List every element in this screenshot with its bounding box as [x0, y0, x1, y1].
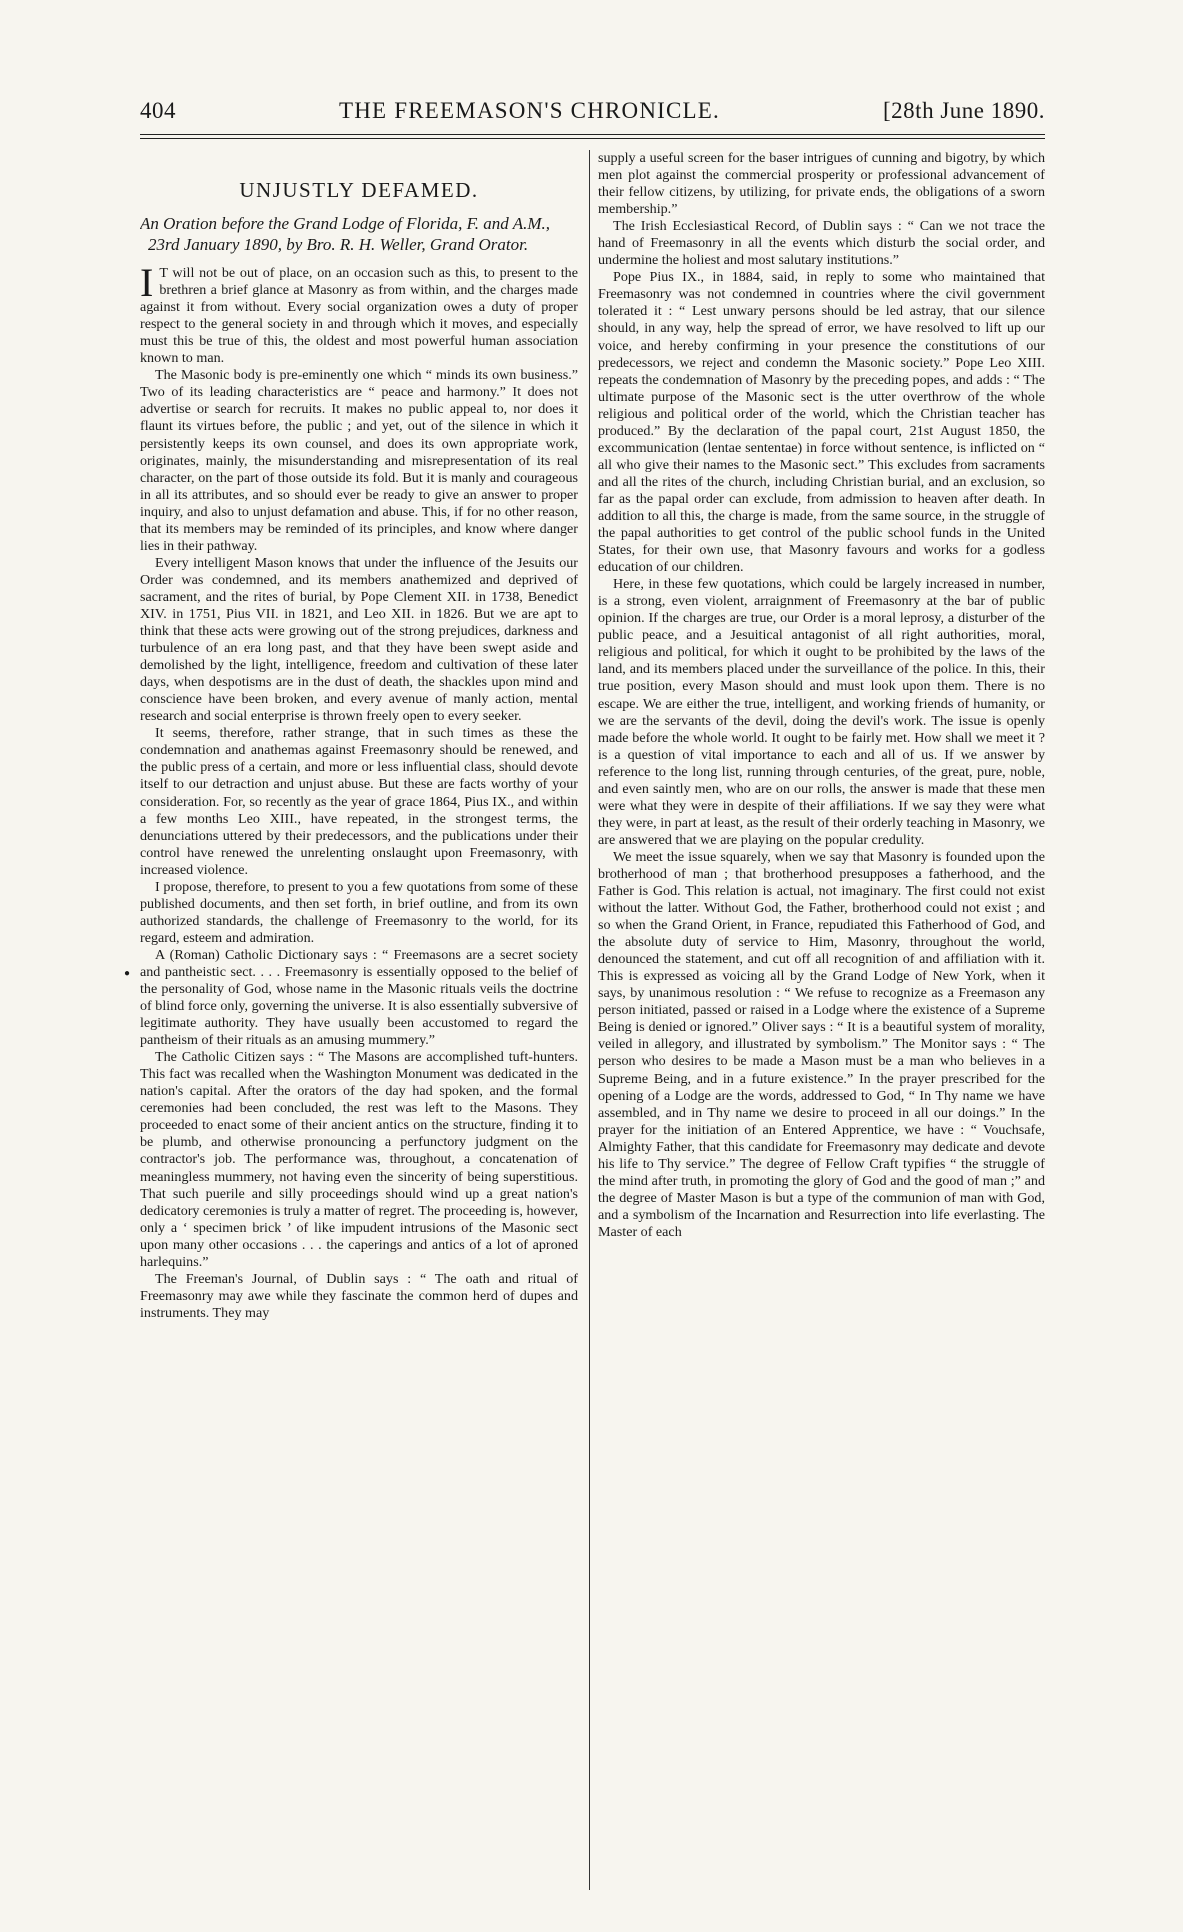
issue-date: [28th June 1890.: [883, 98, 1045, 123]
paragraph: [140, 260, 578, 367]
right-column: [598, 150, 1045, 1890]
paragraph: The Catholic Citizen says : “ The Masons are accomplished tuft-hunters. This fact was recalled when the Washington Monument was dedicated in the nation's capital. After the orators of the day had spoken, and the formal ceremonies had been concluded, the rest was left to the Masons. They proceeded to enact some of their ancient antics on the structure, finding it to be plumb, and otherwise pronouncing a perfunctory judgment on the contractor's job. The performance was, throughout, a concatenation of meaningless mummery, not having even the sincerity of being superstitious. That such puerile and silly proceedings should wind up a great nation's dedicatory ceremonies is truly a matter of regret. The proceeding is, however, only a ‘ specimen brick ’ of like impudent intrusions of the Masonic sect upon many other occasions . . . the caperings and antics of a lot of aproned harlequins.”: [140, 1049, 578, 1270]
paragraph: Pope Pius IX., in 1884, said, in reply to some who maintained that Freemasonry was not condemned in countries where the civil government tolerated it : “ Lest unwary persons should be led astray, that our silence should, in any way, help the spread of error, we have resolved to lift up our voice, and hereby confirming in your presence the constitutions of our predecessors, we reject and condemn the Masonic society.” Pope Leo XIII. repeats the condemnation of Masonry by the preceding popes, and adds : “ The ultimate purpose of the Masonic sect is the utter overthrow of the whole religious and political order of the world, which the Christian teacher has produced.” By the declaration of the papal court, 21st August 1850, the excommunication (lentae sententae) in force without sentence, is inflicted on “ all who give their names to the Masonic sect.” This excludes from sacraments and all the rites of the church, including Christian burial, and an exclusion, so far as the papal order can exclude, from admission to heaven after death. In addition to all this, the charge is made, from the same source, in the struggle of the papal authorities to get control of the public school funds in the United States, for their own use, that Masonry favours and works for a godless education of our children.: [598, 269, 1045, 576]
paragraph: Every intelligent Mason knows that under the influence of the Jesuits our Order was condemned, and its members anathemized and deprived of sacrament, and the rites of burial, by Pope Clement XII. in 1738, Benedict XIV. in 1751, Pius VII. in 1821, and Leo XII. in 1826. But we are apt to think that these acts were growing out of the strong prejudices, darkness and turbulence of an era long past, and that they have been swept aside and demolished by the light, intelligence, freedom and cultivation of these later days, when despotisms are in the dust of death, the shackles upon mind and conscience have been broken, and every avenue of manly action, mental research and social enterprise is thrown freely open to every seeker.: [140, 554, 578, 725]
paragraph: Here, in these few quotations, which could be largely increased in number, is a strong, even violent, arraignment of Freemasonry at the bar of public opinion. If the charges are true, our Order is a moral leprosy, a disturber of the public peace, and a Jesuitical antagonist of all right authorities, moral, religious and political, for which it ought to be prohibited by the laws of the land, and its members placed under the surveillance of the police. In this, their true position, every Mason should and must look upon them. There is no escape. We are either the true, intelligent, and working friends of humanity, or we are the servants of the devil, doing the devil's work. The issue is openly made before the whole world. It ought to be fairly met. How shall we meet it ? is a question of vital importance to each and all of us. If we answer by reference to the long list, running through centuries, of the great, pure, noble, and even saintly men, who are on our rolls, the answer is made that these men were what they were in despite of their affiliations. If we say they were what they were, in part at least, as the result of their orderly teaching in Masonry, we are answered that we are playing on the popular credulity.: [598, 576, 1045, 848]
article-title: UNJUSTLY DEFAMED.: [239, 178, 479, 202]
header-rule: [140, 134, 1045, 135]
paragraph: The Freeman's Journal, of Dublin says : “ The oath and ritual of Freemasonry may awe while they fascinate the common herd of dupes and instruments. They may: [140, 1270, 578, 1321]
left-column: [140, 150, 578, 1890]
paragraph: The Irish Ecclesiastical Record, of Dublin says : “ Can we not trace the hand of Freemasonry in all the events which disturb the social order, and undermine the holiest and most salutary institutions.”: [598, 218, 1045, 269]
paragraph: supply a useful screen for the baser intrigues of cunning and bigotry, by which men plot against the commercial prosperity or professional advancement of their fellow citizens, by utilizing, for private ends, the obligations of a sworn membership.”: [598, 150, 1045, 218]
page-number: 404: [140, 98, 176, 123]
column-divider: [589, 150, 590, 1890]
paragraph: It seems, therefore, rather strange, that in such times as these the condemnation and anathemas against Freemasonry should be renewed, and the public press of a certain, and more or less influential class, should devote itself to our detraction and unjust abuse. But these are facts worthy of your consideration. For, so recently as the year of grace 1864, Pius IX., and within a few months Leo XIII., have repeated, in the strongest terms, the denunciations uttered by their predecessors, and the publications under their control have renewed the unrelenting onslaught upon Freemasonry, with increased violence.: [140, 725, 578, 878]
page-header: [140, 98, 1045, 124]
margin-dot: ●: [124, 968, 131, 979]
paragraph: We meet the issue squarely, when we say that Masonry is founded upon the brotherhood of man ; that brotherhood presupposes a fatherhood, and the Father is God. This relation is actual, not imaginary. The first could not exist without the latter. Without God, the Father, brotherhood could not exist ; and so when the Grand Orient, in France, repudiated this Fatherhood of God, and the absolute duty of service to Him, Masonry, throughout the world, denounced the statement, and cut off all recognition of and affiliation with it. This is expressed as voicing all by the Grand Lodge of New York, when it says, by unanimous resolution : “ We refuse to recognize as a Freemason any person initiated, passed or raised in a Lodge where the existence of a Supreme Being is denied or ignored.” Oliver says : “ It is a beautiful system of morality, veiled in allegory, and illustrated by symbolism.” The Monitor says : “ The person who desires to be made a Mason must be a man who believes in a Supreme Being, and in a future existence.” In the prayer prescribed for the opening of a Lodge are the words, addressed to God, “ In Thy name we have assembled, and in Thy name we desire to proceed in all our doings.” In the prayer for the initiation of an Entered Apprentice, we have : “ Vouchsafe, Almighty Father, that this candidate for Freemasonry may dedicate and devote his life to Thy service.” The degree of Fellow Craft typifies “ the struggle of the mind after truth, in promoting the glory of God and the good of man ;” and the degree of Master Mason is but a type of the communion of man with God, and a symbolism of the Incarnation and Resurrection into life everlasting. The Master of each: [598, 848, 1045, 1240]
paragraph: I propose, therefore, to present to you a few quotations from some of these published documents, and then set forth, in brief outline, and from its own authorized standards, the challenge of Freemasonry to the world, for its regard, esteem and admiration.: [140, 878, 578, 946]
paragraph: A (Roman) Catholic Dictionary says : “ Freemasons are a secret society and pantheistic sect. . . . Freemasonry is essentially opposed to the belief of the personality of God, whose name in the Masonic rituals veils the doctrine of blind force only, governing the universe. It is also essentially subversive of legitimate authority. They have usually been accustomed to regard the pantheism of their rituals as an amusing mummery.”: [140, 946, 578, 1049]
article-subtitle: An Oration before the Grand Lodge of Florida, F. and A.M., 23rd January 1890, by Bro. R. H. Weller, Grand Orator.: [140, 214, 551, 255]
paragraph: The Masonic body is pre-eminently one which “ minds its own business.” Two of its leading characteristics are “ peace and harmony.” It does not advertise or search for recruits. It makes no public appeal to, nor does it flaunt its virtues before, the public ; and yet, out of the silence in which it persistently keeps its own counsel, and does its own appropriate work, originates, mainly, the misunderstanding and misrepresentation of its real character, on the part of those outside its fold. But it is manly and courageous in all its attributes, and so should ever be ready to give an answer to proper inquiry, and also to unjust defamation and abuse. This, if for no other reason, that its members may be reminded of its principles, and know where danger lies in their pathway.: [140, 367, 578, 554]
publication-title: THE FREEMASON'S CHRONICLE.: [339, 98, 721, 123]
header-rule-thin: [140, 138, 1045, 139]
drop-cap: I: [140, 260, 154, 306]
paragraph-text: T will not be out of place, on an occasion such as this, to present to the brethren a brief glance at Masonry as from within, and the charges made against it from without. Every social organization owes a duty of proper respect to the general society in and through which it moves, and especially must this be true of this, the oldest and most powerful human association known to man.: [140, 265, 578, 367]
